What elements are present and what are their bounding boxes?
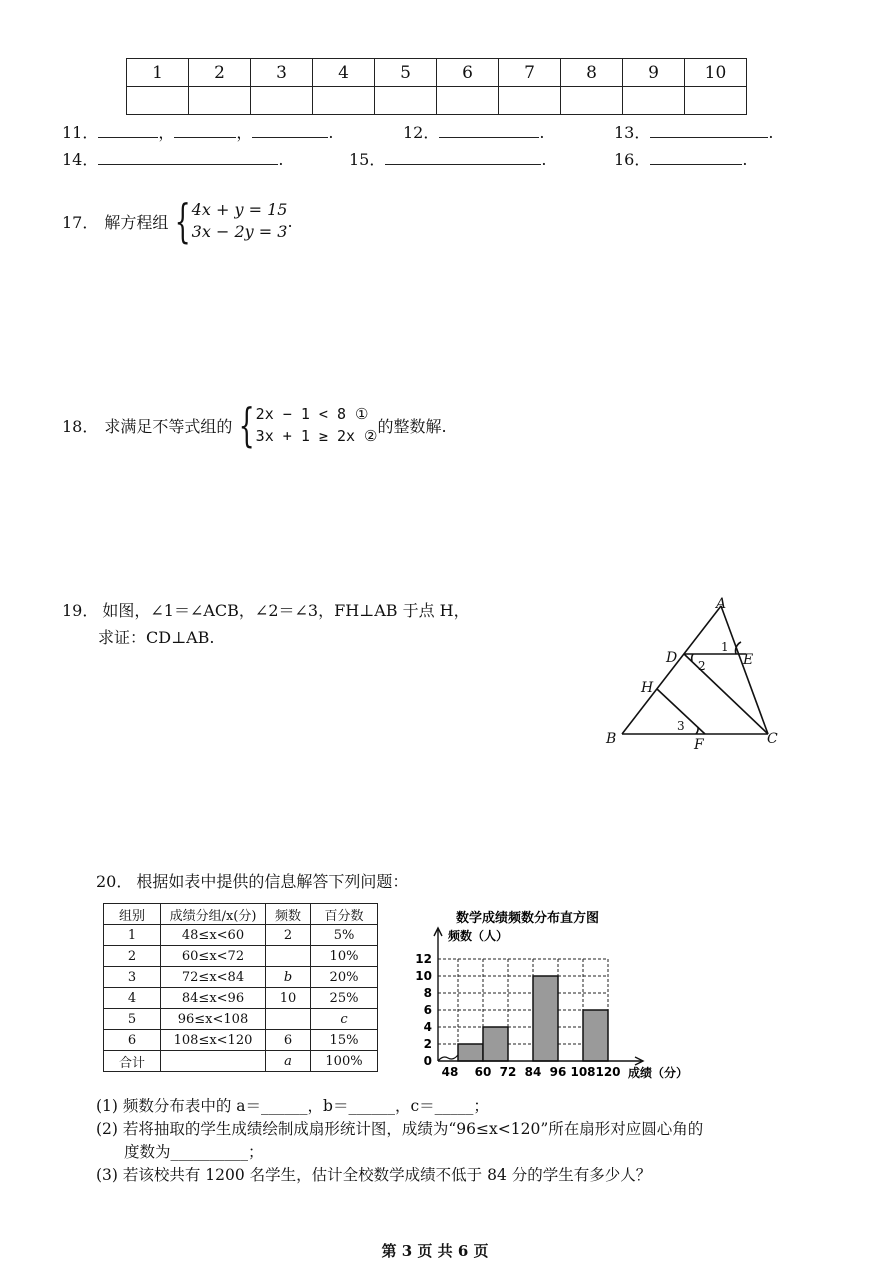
y-tick-label: 2 (423, 1037, 432, 1051)
histogram-bar (533, 976, 558, 1061)
question-number: 17． (62, 212, 99, 232)
table-cell: 5% (311, 925, 378, 946)
table-cell: 6 (266, 1030, 311, 1051)
header-cell: 百分数 (311, 904, 378, 925)
period: . (541, 150, 547, 169)
question-20 (96, 869, 408, 892)
answer-number: 7 (499, 59, 561, 87)
x-tick-label: 84 (524, 1065, 542, 1079)
question-number: 19． (62, 601, 99, 620)
question-number: 11． (62, 123, 99, 142)
answer-number: 6 (437, 59, 499, 87)
sub-question-1: (1) 频数分布表中的 a＝______，b＝______，c＝_____； (96, 1097, 489, 1115)
answer-cell[interactable] (375, 87, 437, 115)
answer-blank[interactable] (174, 123, 236, 138)
axis-break-icon (438, 1055, 458, 1061)
label-h: H (641, 680, 654, 696)
answer-cell[interactable] (623, 87, 685, 115)
x-tick-label: 48 (441, 1065, 459, 1079)
answer-blank[interactable] (650, 123, 768, 138)
y-tick-label: 6 (423, 1003, 432, 1017)
answer-number: 10 (685, 59, 747, 87)
y-tick-label: 4 (423, 1020, 432, 1034)
header-cell: 组别 (104, 904, 161, 925)
answer-number: 3 (251, 59, 313, 87)
y-tick-label: 8 (423, 986, 432, 1000)
label-angle-1: 1 (721, 640, 729, 654)
label-angle-3: 3 (677, 719, 685, 733)
inequality-1: 2x − 1 < 8 ① (255, 405, 369, 423)
table-cell: 合计 (104, 1051, 161, 1072)
separator: ， (158, 123, 175, 142)
question-19 (62, 598, 470, 648)
table-cell (161, 1051, 266, 1072)
chart-title: 数学成绩频数分布直方图 (456, 911, 600, 926)
answer-blank[interactable] (98, 123, 158, 138)
period: . (768, 123, 774, 142)
question-number: 16． (614, 150, 651, 169)
table-row (104, 967, 378, 988)
label-angle-2: 2 (698, 659, 706, 673)
sub-question-2-cont: 度数为__________； (124, 1143, 264, 1161)
header-cell: 成绩分组/x(分) (161, 904, 266, 925)
header-cell: 频数 (266, 904, 311, 925)
segment-ab (622, 606, 721, 734)
y-tick-label: 12 (415, 952, 432, 966)
period: . (328, 123, 334, 142)
answer-blank[interactable] (98, 150, 278, 165)
question-number: 18． (62, 416, 99, 436)
question-text: 的整数解. (377, 416, 447, 436)
table-cell (266, 946, 311, 967)
answer-blank[interactable] (650, 150, 742, 165)
histogram-bar (458, 1044, 483, 1061)
answer-grid-blanks (127, 87, 747, 115)
blank-q11 (62, 120, 334, 143)
table-cell: 3 (104, 967, 161, 988)
answer-blank[interactable] (385, 150, 541, 165)
table-cell: 48≤x<60 (161, 925, 266, 946)
page-footer: 第 3 页 共 6 页 (381, 1242, 489, 1260)
answer-grid (126, 58, 747, 115)
answer-number: 4 (313, 59, 375, 87)
answer-number: 5 (375, 59, 437, 87)
equation-2: 3x − 2y = 3 (191, 222, 288, 241)
label-f: F (694, 737, 704, 752)
table-cell (266, 1009, 311, 1030)
answer-cell[interactable] (313, 87, 375, 115)
table-cell: 25% (311, 988, 378, 1009)
question-number: 12． (403, 123, 440, 142)
histogram-bar (583, 1010, 608, 1061)
table-row (104, 925, 378, 946)
table-cell: 60≤x<72 (161, 946, 266, 967)
table-cell: 96≤x<108 (161, 1009, 266, 1030)
table-cell: 108≤x<120 (161, 1030, 266, 1051)
label-d: D (666, 650, 678, 666)
answer-grid-header (127, 59, 747, 87)
answer-cell[interactable] (189, 87, 251, 115)
answer-number: 8 (561, 59, 623, 87)
table-cell: 2 (266, 925, 311, 946)
question-number: 15． (349, 150, 386, 169)
blank-q16 (614, 147, 747, 170)
question-number: 20． (96, 872, 133, 891)
label-b: B (606, 731, 617, 747)
answer-cell[interactable] (251, 87, 313, 115)
label-a: A (716, 596, 727, 612)
brace-icon: { (174, 194, 192, 248)
sub-question-3: (3) 若该校共有 1200 名学生，估计全校数学成绩不低于 84 分的学生有多少人？ (96, 1166, 652, 1184)
histogram-bar (483, 1027, 508, 1061)
triangle-figure (600, 596, 790, 752)
answer-cell[interactable] (437, 87, 499, 115)
table-cell: 15% (311, 1030, 378, 1051)
table-cell: 10 (266, 988, 311, 1009)
x-axis-label: 成绩（分） (628, 1066, 689, 1080)
equation-1: 4x + y = 15 (191, 200, 288, 219)
table-row (104, 1051, 378, 1072)
answer-number: 9 (623, 59, 685, 87)
question-text: 解方程组 (104, 212, 169, 232)
answer-blank[interactable] (439, 123, 539, 138)
table-header (104, 904, 378, 925)
equation-system (192, 199, 288, 243)
table-row (104, 1030, 378, 1051)
answer-cell[interactable] (499, 87, 561, 115)
blank-q15 (349, 147, 546, 170)
question-number: 14． (62, 150, 99, 169)
question-text: 如图，∠1＝∠ACB，∠2＝∠3，FH⊥AB 于点 H， (102, 601, 470, 620)
label-e: E (743, 652, 754, 668)
table-cell: 84≤x<96 (161, 988, 266, 1009)
segment-dc (684, 654, 768, 734)
question-18 (62, 400, 447, 450)
answer-cell[interactable] (561, 87, 623, 115)
x-tick-label: 96 (549, 1065, 567, 1079)
question-text: 求证：CD⊥AB. (98, 628, 215, 647)
table-row (104, 1009, 378, 1030)
answer-number: 1 (127, 59, 189, 87)
y-axis-label: 频数（人） (448, 929, 509, 943)
table-row (104, 988, 378, 1009)
table-cell: 10% (311, 946, 378, 967)
y-tick-label: 10 (415, 969, 432, 983)
period: . (287, 211, 293, 231)
period: . (539, 123, 545, 142)
question-text: 根据如表中提供的信息解答下列问题： (136, 872, 409, 891)
question-text: 求满足不等式组的 (104, 416, 233, 436)
table-cell: 6 (104, 1030, 161, 1051)
histogram-chart (408, 906, 708, 1084)
answer-cell[interactable] (685, 87, 747, 115)
x-tick-label: 60 (474, 1065, 492, 1079)
frequency-table (103, 903, 378, 1072)
segment-ac (721, 606, 768, 734)
x-tick-label: 120 (595, 1065, 621, 1079)
table-cell: c (311, 1009, 378, 1030)
question-number: 13． (614, 123, 651, 142)
answer-cell[interactable] (127, 87, 189, 115)
y-tick-label: 0 (423, 1054, 432, 1068)
table-cell: 100% (311, 1051, 378, 1072)
period: . (742, 150, 748, 169)
period: . (278, 150, 284, 169)
x-tick-label: 108 (570, 1065, 596, 1079)
table-cell: 20% (311, 967, 378, 988)
table-cell: b (266, 967, 311, 988)
x-tick-label: 72 (499, 1065, 517, 1079)
answer-number: 2 (189, 59, 251, 87)
answer-blank[interactable] (252, 123, 328, 138)
angle-2-arc (692, 654, 693, 661)
table-cell: 5 (104, 1009, 161, 1030)
angle-3-arc (696, 727, 698, 734)
separator: ， (236, 123, 253, 142)
label-c: C (767, 731, 778, 747)
table-cell: 2 (104, 946, 161, 967)
table-cell: 72≤x<84 (161, 967, 266, 988)
blank-q14 (62, 147, 283, 170)
table-cell: a (266, 1051, 311, 1072)
blank-q12 (403, 120, 544, 143)
table-cell: 4 (104, 988, 161, 1009)
question-17 (62, 196, 293, 246)
table-cell: 1 (104, 925, 161, 946)
sub-question-2: (2) 若将抽取的学生成绩绘制成扇形统计图，成绩为“96≤x<120”所在扇形对应圆心角的 (96, 1120, 704, 1138)
table-row (104, 946, 378, 967)
brace-icon: { (238, 398, 256, 452)
blank-q13 (614, 120, 773, 143)
inequality-2: 3x + 1 ≥ 2x ② (255, 427, 378, 445)
inequality-system (256, 403, 378, 447)
